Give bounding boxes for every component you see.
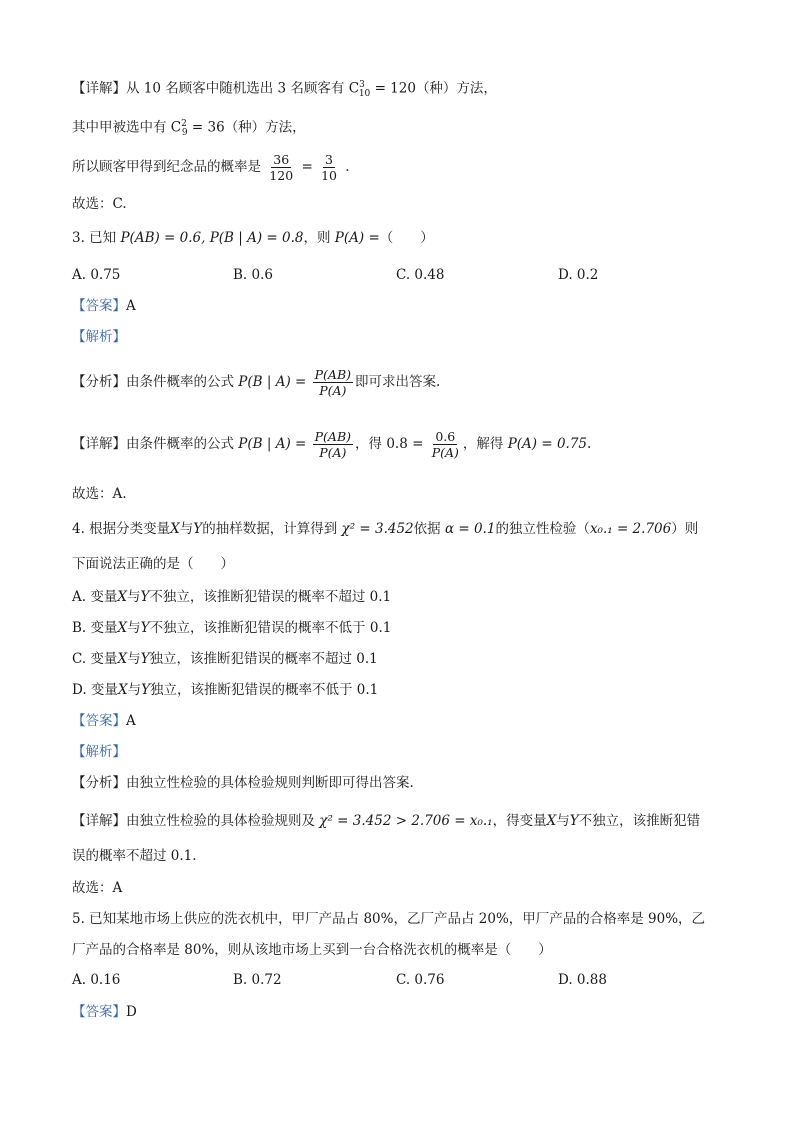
detail-line: 【详解】由条件概率的公式 P(B | A) = $\frac{P(AB)}{P(A)}$ ，得 0.8 = $\frac{0.6}{P(A)}$ ，解得 P(A) = 0.75. bbox=[72, 429, 592, 460]
detail-line-1 bbox=[72, 76, 497, 103]
answer-line: 【答案】A bbox=[72, 713, 136, 729]
answer-tag: 【答案】 bbox=[72, 713, 126, 729]
fraction: $\frac{P(AB)}{P(A)}$ bbox=[314, 367, 352, 398]
option-a: A. 0.75 bbox=[72, 267, 121, 283]
combination-c9-2: $C^2_9$ bbox=[170, 119, 188, 139]
option-d: D. 0.2 bbox=[558, 267, 599, 283]
select-line: 故选：A bbox=[72, 880, 123, 896]
detail-line-3: 所以顾客甲得到纪念品的概率是 $\frac{36}{120}$ = $\frac{3}{10}$ . bbox=[72, 152, 350, 183]
text: 所以顾客甲得到纪念品的概率是 bbox=[72, 159, 261, 175]
combination-c10-3: $C^3_{10}$ bbox=[348, 80, 371, 100]
answer-tag: 【答案】 bbox=[72, 1004, 126, 1020]
analysis-line: 【分析】由独立性检验的具体检验规则判断即可得出答案. bbox=[72, 775, 414, 791]
question-5: 5. 已知某地市场上供应的洗衣机中，甲厂产品占 80%，乙厂产品占 20%，甲厂产品的合格率是 90%，乙 bbox=[72, 911, 706, 927]
text: （种）方法， bbox=[415, 80, 497, 97]
analysis-line: 【分析】由条件概率的公式 P(B | A) = $\frac{P(AB)}{P(A)}$ 即可求出答案. bbox=[72, 367, 441, 398]
fraction: $\frac{36}{120}$ bbox=[269, 152, 294, 183]
text: （种）方法， bbox=[224, 119, 306, 136]
fraction: $\frac{3}{10}$ bbox=[321, 152, 337, 183]
answer-line: 【答案】A bbox=[72, 298, 136, 314]
option-b: B. 0.72 bbox=[233, 972, 282, 988]
question-3: 3. 已知 P(AB) = 0.6, P(B | A) = 0.8，则 P(A) =（ ） bbox=[72, 230, 434, 246]
option-d: D. 0.88 bbox=[558, 972, 607, 988]
detail-line: 【详解】由独立性检验的具体检验规则及 χ² = 3.452 > 2.706 = x₀.₁，得变量X与Y不独立，该推断犯错 bbox=[72, 813, 701, 829]
analysis-tag: 【解析】 bbox=[72, 744, 126, 760]
option-d: D. 变量X与Y独立，该推断犯错误的概率不低于 0.1 bbox=[72, 682, 379, 698]
fraction: $\frac{0.6}{P(A)}$ bbox=[431, 429, 459, 460]
select-line: 故选：A. bbox=[72, 486, 127, 502]
answer-tag: 【答案】 bbox=[72, 298, 126, 314]
option-c: C. 变量X与Y独立，该推断犯错误的概率不超过 0.1 bbox=[72, 651, 378, 667]
math: = 120 bbox=[374, 80, 416, 97]
detail-tag: 【详解】 bbox=[72, 80, 126, 97]
answer-line: 【答案】D bbox=[72, 1004, 137, 1020]
analysis-tag: 【解析】 bbox=[72, 329, 126, 345]
text: 其中甲被选中有 bbox=[72, 119, 167, 136]
question-5-cont: 厂产品的合格率是 80%，则从该地市场上买到一台合格洗衣机的概率是（ ） bbox=[72, 942, 552, 958]
fraction: $\frac{P(AB)}{P(A)}$ bbox=[314, 429, 352, 460]
option-c: C. 0.48 bbox=[396, 267, 445, 283]
option-b: B. 变量X与Y不独立，该推断犯错误的概率不低于 0.1 bbox=[72, 620, 392, 636]
option-a: A. 变量X与Y不独立，该推断犯错误的概率不超过 0.1 bbox=[72, 589, 392, 605]
option-c: C. 0.76 bbox=[396, 972, 445, 988]
option-a: A. 0.16 bbox=[72, 972, 121, 988]
question-4: 4. 根据分类变量X与Y的抽样数据，计算得到 χ² = 3.452依据 α = 0.1的独立性检验（x₀.₁ = 2.706）则 bbox=[72, 521, 699, 537]
text: 从 10 名顾客中随机选出 3 名顾客有 bbox=[126, 80, 345, 97]
detail-line-cont: 误的概率不超过 0.1. bbox=[72, 848, 197, 864]
question-4-cont: 下面说法正确的是（ ） bbox=[72, 556, 234, 572]
math: = 36 bbox=[191, 119, 225, 136]
option-b: B. 0.6 bbox=[233, 267, 273, 283]
detail-line-2 bbox=[72, 115, 306, 142]
select-line: 故选：C. bbox=[72, 196, 127, 212]
